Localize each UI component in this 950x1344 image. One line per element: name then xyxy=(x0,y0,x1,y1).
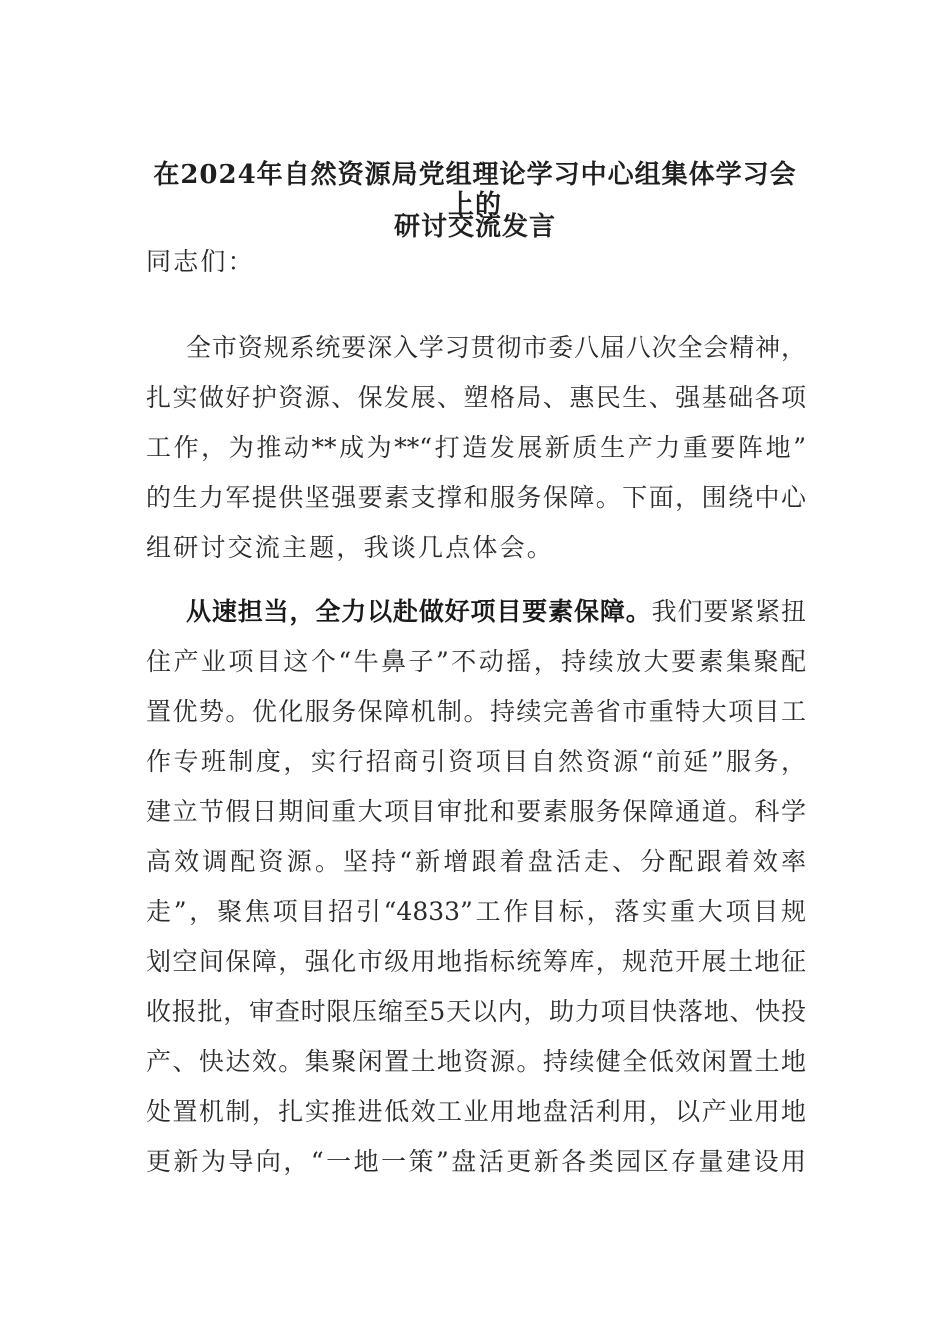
paragraph-2-line-6: 高效调配资源。坚持“新增跟着盘活走、分配跟着效率 xyxy=(146,847,806,876)
paragraph-1-line-2: 扎实做好护资源、保发展、塑格局、惠民生、强基础各项 xyxy=(146,383,806,412)
paragraph-1-line-3: 工作，为推动**成为**“打造发展新质生产力重要阵地” xyxy=(146,433,806,462)
document-title-line-1: 在2024年自然资源局党组理论学习中心组集体学习会上的 xyxy=(153,160,797,220)
paragraph-2-line-7: 走”，聚焦项目招引“4833”工作目标，落实重大项目规 xyxy=(146,897,806,926)
paragraph-2-line-1-rest: 我们要紧紧扭 xyxy=(651,597,806,626)
paragraph-2-line-1 xyxy=(186,597,806,627)
paragraph-2-line-10: 产、快达效。集聚闲置土地资源。持续健全低效闲置土地 xyxy=(146,1047,806,1076)
paragraph-2-line-11: 处置机制，扎实推进低效工业用地盘活利用，以产业用地 xyxy=(146,1097,806,1126)
paragraph-1-line-5: 组研讨交流主题，我谈几点体会。 xyxy=(146,533,555,562)
paragraph-2-line-9: 收报批，审查时限压缩至5天以内，助力项目快落地、快投 xyxy=(146,997,806,1026)
paragraph-1-line-4: 的生力军提供坚强要素支撑和服务保障。下面，围绕中心 xyxy=(146,483,806,512)
paragraph-2-line-4: 作专班制度，实行招商引资项目自然资源“前延”服务， xyxy=(146,747,806,776)
paragraph-2-line-12: 更新为导向，“一地一策”盘活更新各类园区存量建设用 xyxy=(146,1147,806,1176)
salutation: 同志们： xyxy=(146,247,255,276)
paragraph-2-line-2: 住产业项目这个“牛鼻子”不动摇，持续放大要素集聚配 xyxy=(146,647,806,676)
paragraph-2-line-8: 划空间保障，强化市级用地指标统筹库，规范开展土地征 xyxy=(146,947,806,976)
paragraph-2-line-3: 置优势。优化服务保障机制。持续完善省市重特大项目工 xyxy=(146,697,806,726)
paragraph-1-line-1: 全市资规系统要深入学习贯彻市委八届八次全会精神， xyxy=(186,333,806,362)
document-title-line-2: 研讨交流发言 xyxy=(393,212,556,242)
paragraph-2-heading: 从速担当，全力以赴做好项目要素保障。 xyxy=(186,597,652,626)
paragraph-2-line-5: 建立节假日期间重大项目审批和要素服务保障通道。科学 xyxy=(146,797,806,826)
